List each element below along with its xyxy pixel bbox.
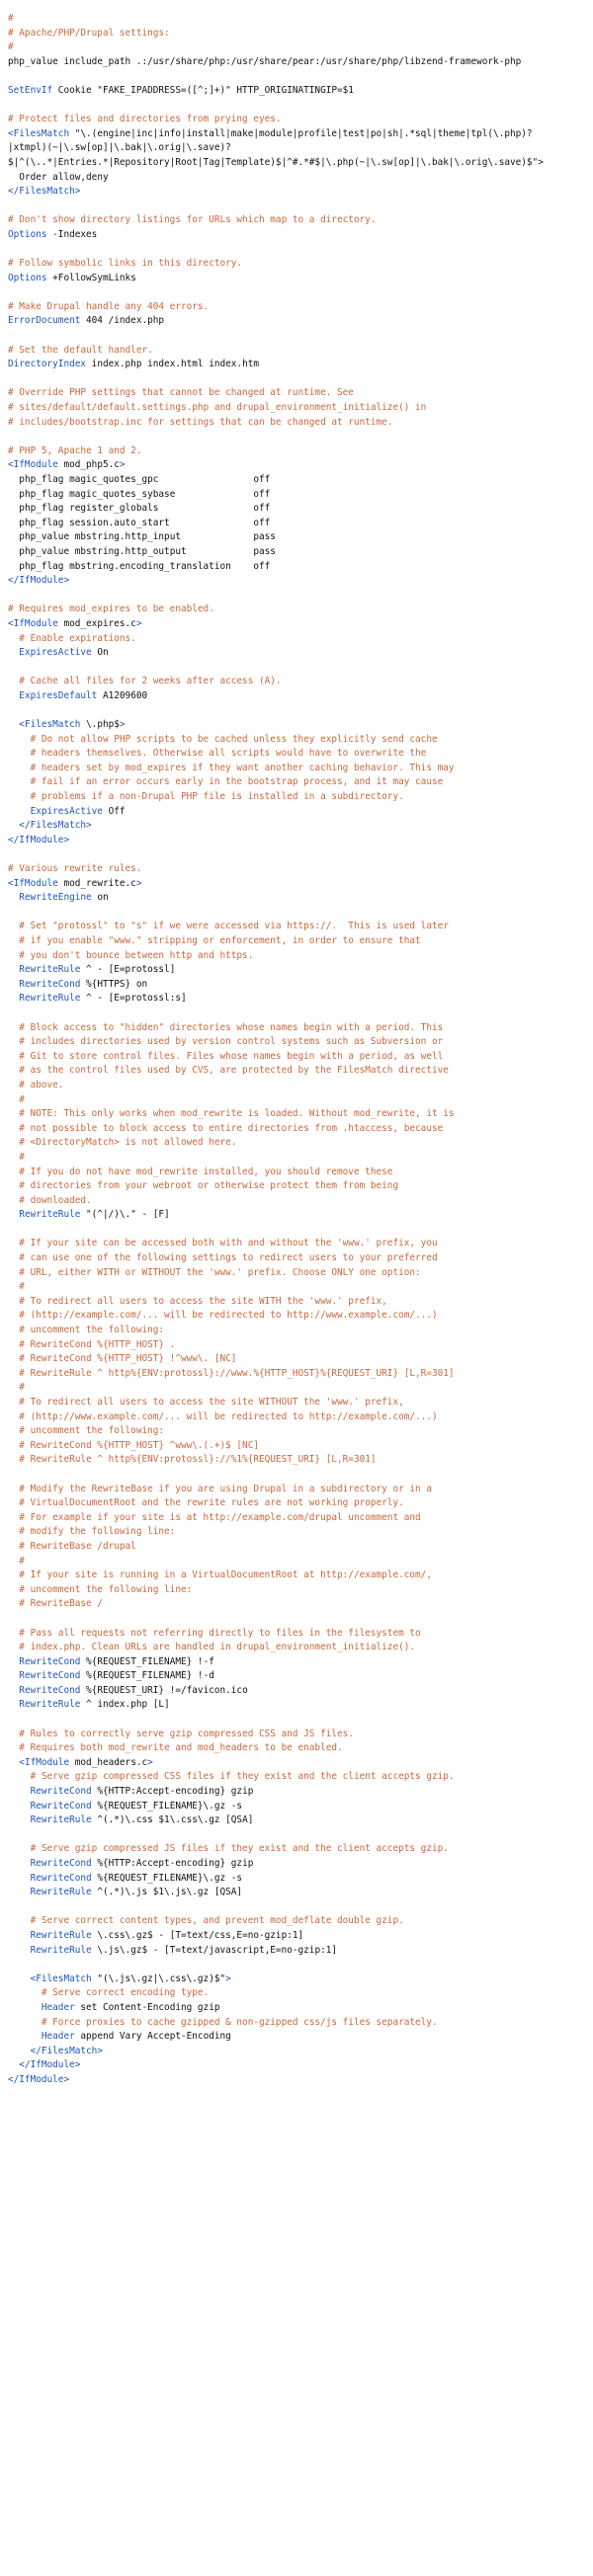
code-line: <IfModule mod_php5.c> [8, 459, 126, 471]
code-line: <IfModule mod_expires.c> [8, 617, 142, 629]
code-blank-line [8, 1223, 587, 1238]
code-blank-line [8, 906, 587, 921]
code-line: RewriteRule \.js\.gz$ - [T=text/javascript,E=no-gzip:1] [30, 1944, 338, 1956]
code-comment-line: # If your site is running in a VirtualDocumentRoot at http://example.com/, [8, 1570, 432, 1581]
code-comment-line: # RewriteBase /drupal [8, 1540, 136, 1552]
code-line: $|^(\..*|Entries.*|Repository|Root|Tag|Template)$|^#.*#$|\.php(~|\.sw[op]|\.bak|\.orig\.save)$"> [8, 156, 544, 168]
code-comment-line: # Serve gzip compressed CSS files if they exist and the client accepts gzip. [8, 1771, 455, 1783]
code-line: </FilesMatch> [30, 2045, 103, 2056]
code-comment-line: # Git to store control files. Files whose names begin with a period, as well [8, 1050, 444, 1062]
code-blank-line [8, 430, 587, 444]
code-line: |xtmpl)(~|\.sw[op]|\.bak|\.orig|\.save)? [8, 142, 231, 154]
code-line: <IfModule mod_headers.c> [19, 1756, 153, 1768]
code-line: Options +FollowSymLinks [8, 272, 136, 283]
code-line: RewriteCond %{REQUEST_FILENAME} !-f [19, 1655, 214, 1667]
code-line: RewriteCond %{REQUEST_FILENAME}\.gz -s [30, 1872, 243, 1884]
code-comment-line: # Protect files and directories from prying eyes. [8, 114, 282, 125]
code-comment-line: # If you do not have mod_rewrite installed, you should remove these [8, 1166, 393, 1177]
code-comment-line: # [8, 41, 14, 53]
code-line: ErrorDocument 404 /index.php [8, 315, 165, 327]
code-line: Options -Indexes [8, 228, 98, 240]
code-line: SetEnvIf Cookie "FAKE_IPADDRESS=([^;]+)" HTTP_ORIGINATINGIP=$1 [8, 84, 354, 96]
code-line: Header set Content-Encoding gzip [41, 2001, 220, 2013]
code-line: RewriteCond %{REQUEST_FILENAME}\.gz -s [30, 1800, 243, 1811]
code-comment-line: # headers themselves. Otherwise all scripts would have to overwrite the [8, 748, 427, 760]
code-line: php_flag register_globals off [19, 503, 271, 515]
code-blank-line [8, 661, 587, 676]
code-comment-line: # RewriteBase / [8, 1598, 103, 1610]
code-line: RewriteRule ^ - [E=protossl:s] [19, 993, 187, 1005]
code-line: RewriteRule \.css\.gz$ - [T=text/css,E=no-gzip:1] [30, 1929, 304, 1941]
code-blank-line [8, 329, 587, 344]
code-comment-line: # (http://example.com/... will be redirected to http://www.example.com/...) [8, 1310, 438, 1322]
code-comment-line: # includes directories used by version control systems such as Subversion or [8, 1036, 444, 1048]
code-comment-line: # sites/default/default.settings.php and drupal_environment_initialize() in [8, 402, 427, 414]
code-comment-line: # To redirect all users to access the site WITH the 'www.' prefix, [8, 1295, 387, 1307]
code-line: Header append Vary Accept-Encoding [41, 2031, 231, 2043]
code-line: </FilesMatch> [8, 186, 81, 198]
code-line: ExpiresActive On [19, 647, 109, 659]
code-blank-line [8, 1713, 587, 1728]
code-comment-line: # [8, 1093, 25, 1105]
code-comment-line: # PHP 5, Apache 1 and 2. [8, 444, 142, 456]
code-comment-line: # Do not allow PHP scripts to be cached unless they explicitly send cache [8, 733, 438, 745]
code-comment-line: # For example if your site is at http://example.com/drupal uncomment and [8, 1511, 421, 1523]
code-blank-line [8, 1958, 587, 1972]
code-blank-line [8, 99, 587, 114]
code-line: php_flag magic_quotes_sybase off [19, 488, 271, 500]
code-comment-line: # you don't bounce between http and https. [8, 949, 254, 961]
code-comment-line: # directories from your webroot or otherwise protect them from being [8, 1180, 399, 1192]
code-blank-line [8, 200, 587, 214]
code-line: ExpiresActive Off [30, 805, 126, 817]
code-blank-line [8, 1612, 587, 1627]
code-line: php_flag mbstring.encoding_translation off [19, 560, 271, 572]
code-line: </IfModule> [19, 2059, 81, 2071]
code-line: </IfModule> [8, 575, 70, 587]
code-comment-line: # [8, 13, 14, 24]
code-line: RewriteRule "(^|/)\." - [F] [19, 1209, 170, 1221]
code-line: <IfModule mod_rewrite.c> [8, 877, 142, 889]
code-line: php_value mbstring.http_input pass [19, 531, 276, 543]
code-comment-line: # Rules to correctly serve gzip compressed CSS and JS files. [8, 1728, 354, 1739]
code-line: RewriteRule ^ index.php [L] [19, 1699, 170, 1711]
code-comment-line: # Requires mod_expires to be enabled. [8, 604, 214, 615]
code-comment-line: # Make Drupal handle any 404 errors. [8, 300, 210, 312]
code-comment-line: # [8, 1382, 25, 1394]
code-comment-line: # headers set by mod_expires if they want another caching behavior. This may [8, 762, 455, 773]
code-comment-line: # as the control files used by CVS, are protected by the FilesMatch directive [8, 1065, 449, 1077]
code-comment-line: # fail if an error occurs early in the bootstrap process, and it may cause [8, 776, 444, 788]
code-comment-line: # [8, 1555, 25, 1567]
code-blank-line [8, 847, 587, 862]
code-line: ExpiresDefault A1209600 [19, 689, 148, 701]
code-blank-line [8, 69, 587, 84]
code-comment-line: # RewriteRule ^ http%{ENV:protossl}://www.%{HTTP_HOST}%{REQUEST_URI} [L,R=301] [8, 1367, 455, 1379]
code-line: RewriteRule ^(.*)\.css $1\.css\.gz [QSA] [30, 1814, 254, 1826]
code-comment-line: # Don't show directory listings for URLs which map to a directory. [8, 214, 377, 226]
code-line: RewriteCond %{HTTPS} on [19, 978, 148, 990]
code-comment-line: # Override PHP settings that cannot be changed at runtime. See [8, 387, 354, 399]
code-blank-line [8, 1468, 587, 1483]
code-comment-line: # To redirect all users to access the site WITHOUT the 'www.' prefix, [8, 1397, 404, 1408]
code-line: php_value mbstring.http_output pass [19, 545, 276, 557]
code-comment-line: # modify the following line: [8, 1526, 176, 1538]
code-line: RewriteEngine on [19, 892, 109, 904]
code-comment-line: # Serve correct content types, and prevent mod_deflate double gzip. [8, 1915, 404, 1927]
code-blank-line [8, 704, 587, 719]
code-comment-line: # [8, 1151, 25, 1163]
code-line: </FilesMatch> [19, 820, 92, 832]
code-comment-line: # can use one of the following settings to redirect users to your preferred [8, 1252, 438, 1264]
code-comment-line: # RewriteCond %{HTTP_HOST} !^www\. [NC] [8, 1353, 237, 1365]
code-comment-line: # [8, 1281, 25, 1293]
code-line: </IfModule> [8, 834, 70, 845]
code-line: RewriteCond %{REQUEST_FILENAME} !-d [19, 1670, 214, 1682]
code-line: <FilesMatch \.php$> [19, 719, 126, 731]
code-line: RewriteRule ^ - [E=protossl] [19, 964, 176, 976]
code-comment-line: # VirtualDocumentRoot and the rewrite rules are not working properly. [8, 1497, 404, 1509]
code-line: RewriteCond %{HTTP:Accept-encoding} gzip [30, 1786, 254, 1798]
code-comment-line: # RewriteCond %{HTTP_HOST} ^www\.(.+)$ [NC] [8, 1439, 259, 1451]
code-blank-line [8, 1828, 587, 1843]
code-comment-line: # Block access to "hidden" directories whose names begin with a period. This [8, 1021, 444, 1033]
code-comment-line: # if you enable "www." stripping or enforcement, in order to ensure that [8, 935, 421, 946]
code-comment-line: # includes/bootstrap.inc for settings that can be changed at runtime. [8, 416, 393, 428]
code-comment-line: # downloaded. [8, 1194, 92, 1206]
code-comment-line: # problems if a non-Drupal PHP file is installed in a subdirectory. [8, 791, 404, 803]
code-line: php_value include_path .:/usr/share/php:/usr/share/pear:/usr/share/php/libzend-framework-php [8, 55, 522, 67]
code-comment-line: # <DirectoryMatch> is not allowed here. [8, 1137, 237, 1149]
code-comment-line: # RewriteCond %{HTTP_HOST} . [8, 1338, 176, 1350]
code-blank-line [8, 1006, 587, 1021]
code-comment-line: # Serve correct encoding type. [8, 1987, 210, 1999]
code-comment-line: # Enable expirations. [8, 632, 136, 644]
code-line: <FilesMatch "(\.js\.gz|\.css\.gz)$"> [30, 1972, 231, 1984]
code-line: DirectoryIndex index.php index.html index.htm [8, 359, 260, 370]
code-comment-line: # Follow symbolic links in this directory. [8, 258, 243, 270]
code-comment-line: # index.php. Clean URLs are handled in drupal_environment_initialize(). [8, 1642, 416, 1653]
code-comment-line: # not possible to block access to entire directories from .htaccess, because [8, 1122, 444, 1134]
code-comment-line: # If your site can be accessed both with and without the 'www.' prefix, you [8, 1238, 438, 1249]
code-line: php_flag session.auto_start off [19, 517, 271, 528]
code-comment-line: # Cache all files for 2 weeks after access (A). [8, 676, 282, 687]
code-line: RewriteCond %{REQUEST_URI} !=/favicon.ico [19, 1684, 248, 1696]
code-comment-line: # Various rewrite rules. [8, 863, 142, 875]
code-blank-line [8, 589, 587, 604]
code-comment-line: # NOTE: This only works when mod_rewrite is loaded. Without mod_rewrite, it is [8, 1108, 455, 1120]
code-comment-line: # Requires both mod_rewrite and mod_headers to be enabled. [8, 1742, 343, 1754]
code-line: RewriteCond %{HTTP:Accept-encoding} gzip [30, 1858, 254, 1869]
code-blank-line [8, 372, 587, 387]
code-comment-line: # Apache/PHP/Drupal settings: [8, 27, 170, 39]
code-line: php_flag magic_quotes_gpc off [19, 474, 271, 485]
code-line: Order allow,deny [19, 171, 109, 183]
code-comment-line: # uncomment the following line: [8, 1583, 193, 1595]
code-blank-line [8, 285, 587, 300]
code-comment-line: # RewriteRule ^ http%{ENV:protossl}://%1%{REQUEST_URI} [L,R=301] [8, 1454, 377, 1466]
code-comment-line: # Modify the RewriteBase if you are using Drupal in a subdirectory or in a [8, 1483, 432, 1494]
code-comment-line: # uncomment the following: [8, 1325, 165, 1336]
code-comment-line: # Set "protossl" to "s" if we were accessed via https://. This is used later [8, 921, 449, 932]
code-comment-line: # uncomment the following: [8, 1425, 165, 1437]
code-comment-line: # URL, either WITH or WITHOUT the 'www.' prefix. Choose ONLY one option: [8, 1266, 421, 1278]
code-blank-line [8, 243, 587, 258]
code-line: </IfModule> [8, 2073, 70, 2085]
code-comment-line: # Set the default handler. [8, 344, 153, 356]
code-comment-line: # Pass all requests not referring directly to files in the filesystem to [8, 1627, 421, 1639]
code-line: <FilesMatch "\.(engine|inc|info|install|make|module|profile|test|po|sh|.*sql|theme|tpl(\.php)? [8, 127, 533, 139]
code-comment-line: # Force proxies to cache gzipped & non-gzipped css/js files separately. [8, 2016, 438, 2028]
code-comment-line: # above. [8, 1079, 64, 1090]
code-line: RewriteRule ^(.*)\.js $1\.js\.gz [QSA] [30, 1887, 243, 1898]
code-comment-line: # (http://www.example.com/... will be redirected to http://example.com/...) [8, 1410, 438, 1422]
code-comment-line: # Serve gzip compressed JS files if they exist and the client accepts gzip. [8, 1843, 449, 1855]
code-blank-line [8, 1900, 587, 1915]
